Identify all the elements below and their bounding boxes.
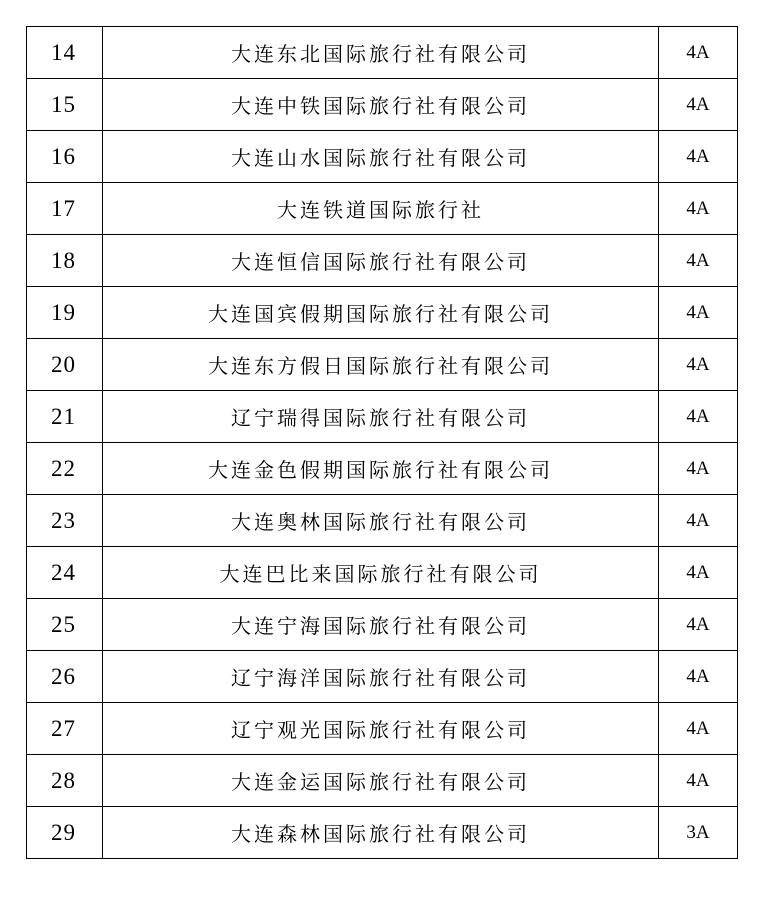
grade-cell: 4A — [659, 495, 738, 547]
grade-cell: 4A — [659, 339, 738, 391]
row-number-cell: 18 — [27, 235, 103, 287]
agency-name-cell: 大连奥林国际旅行社有限公司 — [103, 495, 659, 547]
row-number-cell: 19 — [27, 287, 103, 339]
grade-cell: 4A — [659, 27, 738, 79]
grade-cell: 4A — [659, 599, 738, 651]
row-number-cell: 16 — [27, 131, 103, 183]
table-row — [27, 443, 738, 495]
agency-name-cell: 大连金运国际旅行社有限公司 — [103, 755, 659, 807]
agency-name-cell: 大连中铁国际旅行社有限公司 — [103, 79, 659, 131]
table-row — [27, 703, 738, 755]
grade-cell: 4A — [659, 391, 738, 443]
table-row — [27, 287, 738, 339]
table-row — [27, 807, 738, 859]
grade-cell: 4A — [659, 651, 738, 703]
agency-name-cell: 大连宁海国际旅行社有限公司 — [103, 599, 659, 651]
grade-cell: 4A — [659, 755, 738, 807]
table-row — [27, 599, 738, 651]
table-row — [27, 495, 738, 547]
row-number-cell: 15 — [27, 79, 103, 131]
agency-name-cell: 大连巴比来国际旅行社有限公司 — [103, 547, 659, 599]
grade-cell: 4A — [659, 183, 738, 235]
table-row — [27, 547, 738, 599]
agency-name-cell: 大连国宾假期国际旅行社有限公司 — [103, 287, 659, 339]
agency-name-cell: 大连东北国际旅行社有限公司 — [103, 27, 659, 79]
grade-cell: 4A — [659, 131, 738, 183]
row-number-cell: 14 — [27, 27, 103, 79]
table-row — [27, 131, 738, 183]
grade-cell: 3A — [659, 807, 738, 859]
grade-cell: 4A — [659, 79, 738, 131]
table-row — [27, 339, 738, 391]
agency-name-cell: 大连金色假期国际旅行社有限公司 — [103, 443, 659, 495]
grade-cell: 4A — [659, 547, 738, 599]
grade-cell: 4A — [659, 443, 738, 495]
row-number-cell: 26 — [27, 651, 103, 703]
agency-table — [26, 26, 738, 859]
agency-name-cell: 大连森林国际旅行社有限公司 — [103, 807, 659, 859]
table-row — [27, 755, 738, 807]
table-row — [27, 183, 738, 235]
row-number-cell: 23 — [27, 495, 103, 547]
grade-cell: 4A — [659, 287, 738, 339]
row-number-cell: 17 — [27, 183, 103, 235]
agency-name-cell: 大连恒信国际旅行社有限公司 — [103, 235, 659, 287]
row-number-cell: 27 — [27, 703, 103, 755]
row-number-cell: 29 — [27, 807, 103, 859]
row-number-cell: 28 — [27, 755, 103, 807]
agency-table-body — [27, 27, 738, 859]
row-number-cell: 20 — [27, 339, 103, 391]
row-number-cell: 25 — [27, 599, 103, 651]
agency-name-cell: 辽宁海洋国际旅行社有限公司 — [103, 651, 659, 703]
agency-name-cell: 大连山水国际旅行社有限公司 — [103, 131, 659, 183]
agency-name-cell: 大连铁道国际旅行社 — [103, 183, 659, 235]
row-number-cell: 22 — [27, 443, 103, 495]
table-row — [27, 27, 738, 79]
grade-cell: 4A — [659, 703, 738, 755]
table-row — [27, 651, 738, 703]
row-number-cell: 21 — [27, 391, 103, 443]
table-row — [27, 235, 738, 287]
agency-name-cell: 辽宁瑞得国际旅行社有限公司 — [103, 391, 659, 443]
agency-name-cell: 大连东方假日国际旅行社有限公司 — [103, 339, 659, 391]
table-row — [27, 79, 738, 131]
agency-name-cell: 辽宁观光国际旅行社有限公司 — [103, 703, 659, 755]
table-row — [27, 391, 738, 443]
grade-cell: 4A — [659, 235, 738, 287]
row-number-cell: 24 — [27, 547, 103, 599]
